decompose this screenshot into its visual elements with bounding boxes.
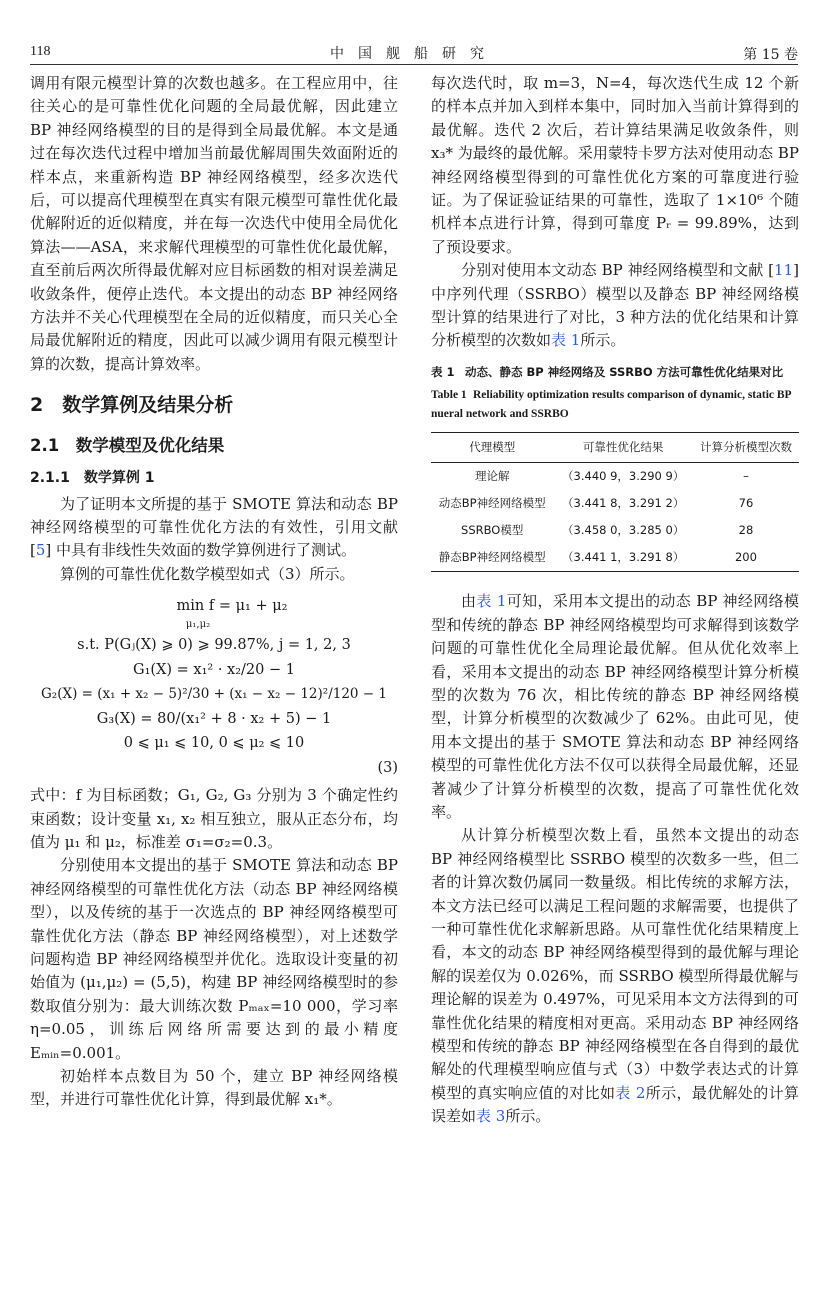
equation-line: s.t. P(Gⱼ(X) ⩾ 0) ⩾ 99.87%, j = 1, 2, 3 (77, 637, 351, 654)
table-link[interactable]: 表 2 (615, 1083, 646, 1102)
table-row (431, 517, 799, 544)
table-caption (431, 363, 799, 424)
page-number: 118 (30, 44, 51, 59)
equation-block (30, 594, 398, 780)
table-cell: SSRBO模型 (461, 523, 524, 538)
paragraph: 每次迭代时，取 m=3，N=4，每次迭代生成 12 个新的样本点并加入到样本集中，同时加入当前计算得到的最优解。迭代 2 次后，若计算结果满足收敛条件，则 x₃* 为最终的最优解。采用蒙特卡罗方法对使用动态 BP 神经网络模型得到的可靠性优化方案的可靠度进行验证。为了保证验证结果的可靠性，选取了 1×10⁶ 个随机样本点进行计算，得到可靠度 Pᵣ = 99.89%，达到了预设要求。 (431, 74, 799, 256)
table-cell: （3.458 0，3.285 0） (562, 523, 685, 538)
table-cell: 28 (738, 523, 754, 538)
equation-line: G₁(X) = x₁² · x₂/20 − 1 (133, 661, 295, 678)
subsection-heading: 2.1 数学模型及优化结果 (30, 435, 225, 455)
paragraph: 初始样本点数目为 50 个，建立 BP 神经网络模型，并进行可靠性优化计算，得到最优解 x₁*。 (30, 1067, 398, 1109)
table-cell: 200 (693, 544, 799, 572)
paragraph: 调用有限元模型计算的次数也越多。在工程应用中，往往关心的是可靠性优化问题的全局最优解，因此建立 BP 神经网络模型的目的是得到全局最优解。本文是通过在每次迭代过程中增加当前最优解周围失效面附近的样本点，来重新构造 BP 神经网络模型，经多次迭代后，可以提高代理模型在真实有限元模型可靠性优化最优解附近的近似精度，并在每一次迭代中使用全局优化算法——ASA，来求解代理模型的可靠性优化最优解，直至前后两次所得最优解对应目标函数的相对误差满足收敛条件，便停止迭代。本文提出的动态 BP 神经网络方法并不关心代理模型在全局的近似精度，而只关心全局最优解附近的精度，因此可以减少调用有限元模型计算的次数，提高计算效率。 (30, 74, 398, 373)
table-label-en: Table 1 (431, 388, 467, 401)
paragraph: 算例的可靠性优化数学模型如式（3）所示。 (60, 564, 355, 583)
table-row (431, 490, 799, 517)
paragraph: 为了证明本文所提的基于 SMOTE 算法和动态 BP 神经网络模型的可靠性优化方法的有效性，引用文献 [5] 中具有非线性失效面的数学算例进行了测试。 (30, 494, 398, 560)
table-cell: 理论解 (474, 469, 510, 484)
table-link[interactable]: 表 1 (551, 331, 581, 350)
section-heading: 2 数学算例及结果分析 (30, 394, 234, 417)
table-cell: 动态BP神经网络模型 (438, 496, 546, 511)
subsubsection-heading: 2.1.1 数学算例 1 (30, 470, 155, 487)
left-column (30, 72, 398, 1112)
table-header-row (431, 432, 799, 462)
paragraph: 式中：f 为目标函数；G₁, G₂, G₃ 分别为 3 个确定性约束函数；设计变量 x₁, x₂ 相互独立，服从正态分布，均值为 μ₁ 和 μ₂，标准差 σ₁=σ₂=0.3。 (30, 786, 398, 851)
paragraph: 由表 1可知，采用本文提出的动态 BP 神经网络模型和传统的静态 BP 神经网络模型均可求解得到该数学问题的可靠性优化全局理论最优解。但从优化效率上看，采用本文提出的动态 BP 神经网络模型计算分析模型的次数为 76 次，相比传统的静态 BP 神经网络模型，计算分析模型的次数减少了 62%。由此可见，使用本文提出的基于 SMOTE 算法和动态 BP 神经网络模型的可靠性优化方法不仅可以获得全局最优解，还显著减少了计算分析模型的次数，提高了可靠性优化效率。 (431, 592, 799, 821)
paragraph: 从计算分析模型次数上看，虽然本文提出的动态 BP 神经网络模型比 SSRBO 模型的次数多一些，但二者的计算次数仍属同一数量级。相比传统的求解方法，本文方法已经可以满足工程问题的求解需要，也提供了一种可靠性优化求解新思路。从可靠性优化结果精度上看，本文的动态 BP 神经网络模型得到的最优解与理论解的误差仅为 0.026%，而 SSRBO 模型所得最优解与理论解的误差为 0.497%，可见采用本文方法得到的可靠性优化结果的精度相对更高。采用动态 BP 神经网络模型和传统的静态 BP 神经网络模型在各自得到的最优解处的代理模型响应值与式（3）中数学表达式的计算模型的真实响应值的对比如表 2所示，最优解处的计算误差如表 3所示。 (431, 826, 799, 1126)
right-column (431, 72, 799, 1129)
table-cell: – (743, 469, 749, 484)
citation-link[interactable]: 11 (774, 261, 794, 280)
table-cell: 静态BP神经网络模型 (431, 544, 553, 572)
journal-name: 中国舰船研究 (330, 46, 498, 62)
paragraph: 分别对使用本文动态 BP 神经网络模型和文献 [11] 中序列代理（SSRBO）模型以及静态 BP 神经网络模型计算的结果进行了对比，3 种方法的优化结果和计算分析模型的次数如表 1所示。 (431, 261, 799, 350)
equation-line: 0 ⩽ μ₁ ⩽ 10, 0 ⩽ μ₂ ⩽ 10 (123, 735, 305, 752)
table-cell: 76 (738, 496, 754, 511)
table-link[interactable]: 表 3 (476, 1107, 506, 1126)
table-link[interactable]: 表 1 (476, 592, 507, 611)
page-header (30, 40, 798, 65)
equation-line: G₃(X) = 80/(x₁² + 8 · x₂ + 5) − 1 (96, 710, 332, 727)
results-table (431, 432, 799, 572)
column-header: 代理模型 (431, 432, 553, 462)
volume-label: 第 15 卷 (743, 47, 798, 63)
citation-link[interactable]: 5 (35, 541, 46, 560)
table-row (431, 544, 799, 572)
equation-line: G₂(X) = (x₁ + x₂ − 5)²/30 + (x₁ − x₂ − 12)²/120 − 1 (41, 686, 387, 703)
equation-line: min f = μ₁ + μ₂ $^{\mu_1,\mu_2}$ (176, 598, 288, 630)
equation-number: (3) (377, 759, 398, 776)
table-cell: （3.441 8，3.291 2） (562, 496, 685, 511)
table-row (431, 463, 799, 491)
table-title-cn: 动态、静态 BP 神经网络及 SSRBO 方法可靠性优化结果对比 (465, 364, 784, 379)
table-cell: （3.440 9，3.290 9） (562, 469, 685, 484)
table-label: 表 1 (431, 364, 455, 379)
column-header: 可靠性优化结果 (553, 432, 693, 462)
column-header: 计算分析模型次数 (693, 432, 799, 462)
paragraph: 分别使用本文提出的基于 SMOTE 算法和动态 BP 神经网络模型的可靠性优化方法（动态 BP 神经网络模型），以及传统的基于一次选点的 BP 神经网络模型可靠性优化方法（静态 BP 神经网络模型），对上述数学问题构造 BP 神经网络模型并优化。选取设计变量的初始值为 (μ₁,μ₂) = (5,5)，构建 BP 神经网络模型时的参数取值分别为：最大训练次数 Pₘₐₓ=10 000，学习率 η=0.05，训练后网络所需要达到的最小精度 Eₘᵢₙ=0.001。 (30, 856, 398, 1062)
table-title-en: Reliability optimization results comparison of dynamic, static BP nueral network and SSRBO (431, 388, 791, 420)
table-cell: （3.441 1，3.291 8） (553, 544, 693, 572)
